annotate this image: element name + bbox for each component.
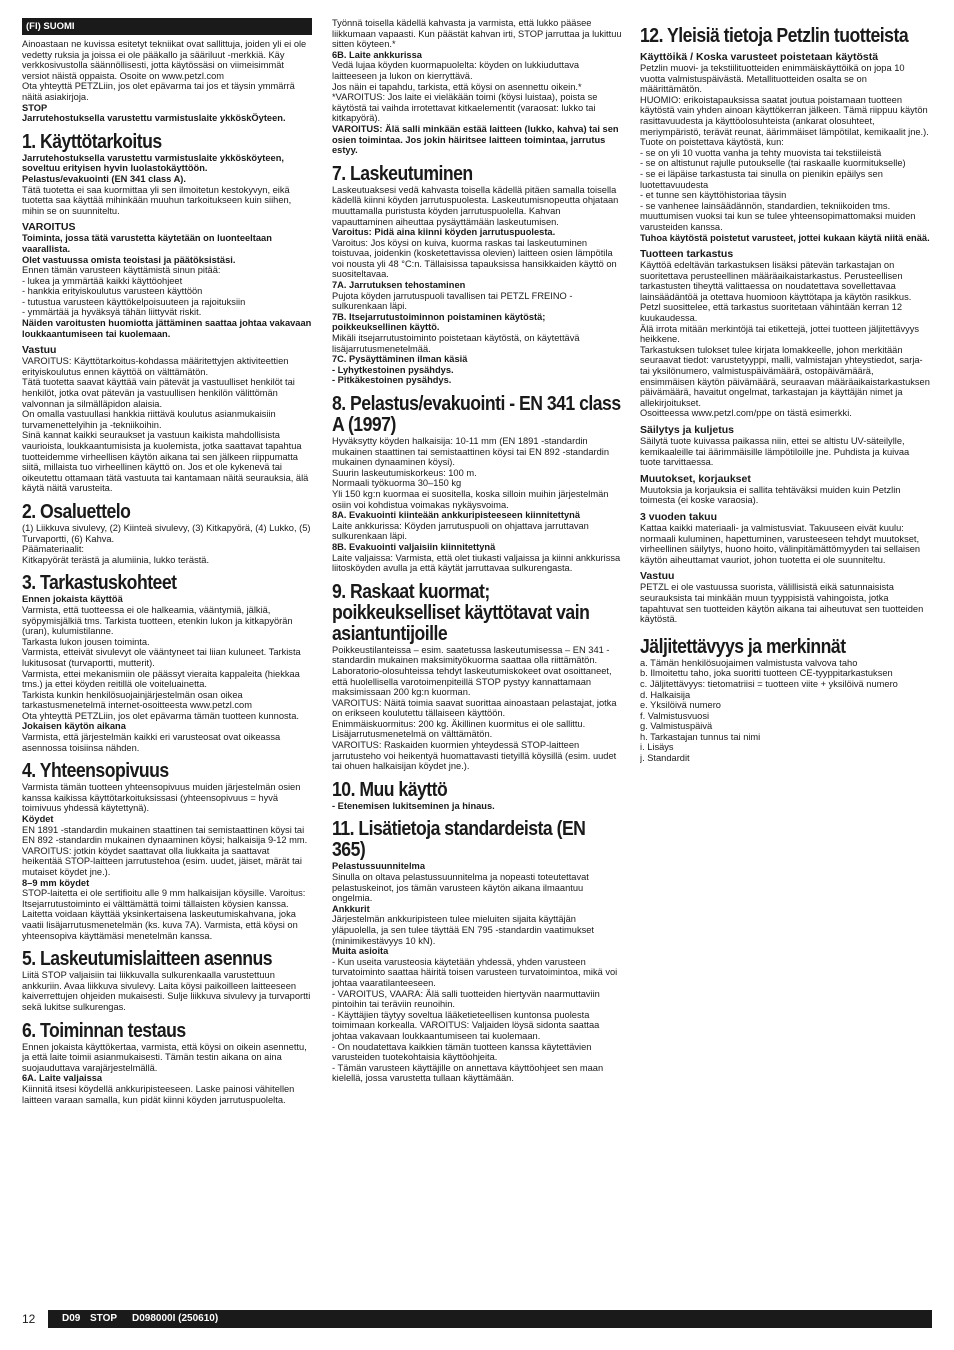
paragraph: g. Valmistuspäivä xyxy=(640,721,713,732)
paragraph: - se on yli 10 vuotta vanha ja tehty muovista tai tekstiileistä xyxy=(640,147,882,158)
paragraph: *VAROITUS: Jos laite ei vieläkään toimi (köysi luistaa), poista se käytöstä tai vaihda irrotettavat kitkaelementit (varaosat: lukko tai kitkapyörä). xyxy=(332,92,598,124)
paragraph: Päämateriaalit: xyxy=(22,544,85,555)
paragraph: Tarkasta lukon jousen toiminta. xyxy=(22,636,150,647)
footer-product: STOP xyxy=(90,1313,118,1324)
paragraph: - Kun useita varusteosia käytetään yhdessä, yhden varusteen turvatoiminto saattaa häiritä toisen varusteen turvatoimintoa, mikä voi johtaa vaaratilanteeseen. xyxy=(332,956,618,988)
paragraph: h. Tarkastajan tunnus tai nimi xyxy=(640,731,761,742)
paragraph: Säilytä tuote kuivassa paikassa niin, ettei se altistu UV-säteilylle, kemikaaleille tai äärimmäisille lämpötiloille jne. Puhdista ja kuivaa tuote tarvittaessa. xyxy=(640,436,910,468)
bold-paragraph: 8B. Evakuointi valjaisiin kiinnitettynä xyxy=(332,541,496,552)
paragraph: Ennen jokaista käyttökertaa, varmista, että köysi on oikein asennettu, ja että laite toimii asianmukaisesti. Tämän testin aikana on aina suojauduttava varajärjestelmällä. xyxy=(22,1041,307,1073)
paragraph: Tätä tuotetta ei saa kuormittaa yli sen ilmoitetun kestokyvyn, eikä tuotetta saa käyttää mihinkään muuhun tarkoitukseen kuin siihen, mihin se on suunniteltu. xyxy=(22,184,292,216)
bold-paragraph: Pelastussuunnitelma xyxy=(332,861,425,872)
paragraph: Liitä STOP valjaisiin tai liikkuvalla sulkurenkaalla varustettuun ankkuriin. Avaa liikkuva sivulevy. Laita köysi paikoilleen laitteeseen kaiverrettujen ohjeiden mukaisesti. Sulje liikkuva sivulevy ja turvaportti sekä lukitse sulkurengas. xyxy=(22,970,311,1012)
bold-paragraph: Ennen jokaista käyttöä xyxy=(22,594,123,605)
subsection-heading: Vastuu xyxy=(22,344,57,357)
paragraph: e. Yksilöivä numero xyxy=(640,700,721,711)
paragraph: d. Halkaisija xyxy=(640,689,691,700)
paragraph: Tuote on poistettava käytöstä, kun: xyxy=(640,137,784,148)
column-2 xyxy=(332,18,622,1308)
section-heading: 2. Osaluettelo xyxy=(22,499,131,523)
bold-paragraph: STOP xyxy=(22,102,48,113)
language-label: (FI) SUOMI xyxy=(22,18,312,35)
paragraph: VAROITUS: Raskaiden kuormien yhteydessä STOP-laitteen jarrutusteho voi heikentyä huomattavasti tietyillä köysillä (esim. uudet tai ohuen halkaisijan köydet jne.). xyxy=(332,740,617,772)
paragraph: - Käyttäjien täytyy soveltua lääketieteellisen kuntonsa puolesta toimimaan korkealla. VAROITUS: Valjaiden löysä sidonta saattaa johtaa vakavaan loukkaantumiseen tai kuolemaan. xyxy=(332,1009,600,1041)
footer-bar xyxy=(48,1310,932,1328)
paragraph: Kitkapyörät terästä ja alumiinia, lukko terästä. xyxy=(22,554,210,565)
subsection-heading: Muutokset, korjaukset xyxy=(640,472,751,485)
paragraph: Varoitus: Jos köysi on kuiva, kuorma raskas tai laskeutuminen toistuvaa, joidenkin (kosketettavissa olevien) laitteen osien lämpötila voi nousta yli 48 °C:n. Tällaisissa tapauksissa hansikkaiden käyttö on suositeltavaa. xyxy=(332,237,617,280)
section-heading: 12. Yleisiä tietoja Petzlin tuotteista xyxy=(640,24,909,47)
paragraph: - ymmärtää ja hyväksyä tähän liittyvät riskit. xyxy=(22,307,202,318)
paragraph: Sinulla on oltava pelastussuunnitelma ja nopeasti toteutettavat pelastuskeinot, jos tämän varusteen käytön aikana ilmaantuu ongelmia. xyxy=(332,872,589,904)
bold-paragraph: Näiden varoitusten huomiotta jättäminen saattaa johtaa vakavaan loukkaantumiseen tai kuolemaan. xyxy=(22,318,312,339)
paragraph: Älä irrota mitään merkintöjä tai etikettejä, jottei tuotteen jäljitettävyys heikkene. xyxy=(640,323,920,345)
section-heading: 4. Yhteensopivuus xyxy=(22,759,169,783)
bold-paragraph: Tuhoa käytöstä poistetut varusteet, jottei kukaan käytä niitä enää. xyxy=(640,232,930,243)
paragraph: Laite ankkurissa: Köyden jarrutuspuoli on ohjattava jarruttavan sulkurenkaan läpi. xyxy=(332,520,589,542)
paragraph: (1) Liikkuva sivulevy, (2) Kiinteä sivulevy, (3) Kitkapyörä, (4) Lukko, (5) Turvaportti, (6) Kahva. xyxy=(22,522,311,544)
paragraph: On omalla vastuullasi hankkia riittävä koulutus asianmukaisiin turvamenettelyihin ja -tekniikoihin. xyxy=(22,409,276,430)
paragraph: Pujota köyden jarrutuspuoli tavallisen tai PETZL FREINO -sulkurenkaan läpi. xyxy=(332,290,573,312)
subsection-heading: Säilytys ja kuljetus xyxy=(640,424,734,436)
footer-reference: D098000I (250610) xyxy=(132,1313,219,1324)
paragraph: Ennen tämän varusteen käyttämistä sinun pitää: xyxy=(22,265,221,276)
section-heading: 3. Tarkastuskohteet xyxy=(22,571,177,595)
paragraph: Laite valjaissa: Varmista, että olet tiukasti valjaissa ja kiinni ankkurissa liitosköyden avulla ja että käytät jarruttavaa sulkurengasta. xyxy=(332,552,621,574)
paragraph: a. Tämän henkilösuojaimen valmistusta valvova taho xyxy=(640,657,858,668)
paragraph: - et tunne sen käyttöhistoriaa täysin xyxy=(640,190,787,201)
subsection-heading: Käyttöikä / Koska varusteet poistetaan käytöstä xyxy=(640,51,879,63)
paragraph: Varmista, ettei mekanismiin ole päässyt vieraita kappaleita (hiekkaa tms.) ja ettei köyden reitillä ole voiteluainetta. xyxy=(22,668,300,690)
paragraph: Yli 150 kg:n kuormaa ei suositella, koska silloin muihin järjestelmän osiin voi kohdistua voimakas nykäysvoima. xyxy=(332,488,609,510)
paragraph: Sinä kannat kaikki seuraukset ja vastuun kaikista mahdollisista vaurioista, loukkaantumisista ja kuolemista, jotka saattavat tapahtua tuotteidemme virheellisen käytön aikana tai sen jälkeen riippumatta siitä, millaista tuo virheellinen käyttö on. Jos et ole kykenevä tai oikeutettu ottamaan tätä vastuuta tai kantamaan näitä seurauksia, älä käytä näitä varusteita. xyxy=(22,430,309,494)
subsection-heading: 3 vuoden takuu xyxy=(640,510,718,523)
paragraph: - lukea ja ymmärtää kaikki käyttöohjeet xyxy=(22,275,183,286)
bold-paragraph: Ankkurit xyxy=(332,903,370,914)
bold-paragraph: 6B. Laite ankkurissa xyxy=(332,49,422,60)
paragraph: - VAROITUS, VAARA: Älä salli tuotteiden hiertyvän naarmuttaviin pintoihin tai teräviin reunoihin. xyxy=(332,988,600,1010)
bold-paragraph: Jarrutehostuksella varustettu varmistuslaite ykkösköyteen, soveltuu erityisen hyvin luolastokäyttöön. xyxy=(22,152,284,174)
footer-code: D09 xyxy=(62,1313,81,1324)
bold-paragraph: 6A. Laite valjaissa xyxy=(22,1073,103,1084)
section-heading: 1. Käyttötarkoitus xyxy=(22,129,162,153)
paragraph: HUOMIO: erikoistapauksissa saatat joutua poistamaan tuotteen käytöstä vain yhden ainoan käyttökerran jälkeen. Tämä riippuu käytön rasittavuudesta ja käyttöolosuhteista (ankarat olosuhteet, meriympäristö, terävät reunat, äärimmäiset lämpötilat, kemikaalit jne.). xyxy=(640,94,929,137)
bold-paragraph: Pelastus/evakuointi (EN 341 class A). xyxy=(22,173,186,184)
paragraph: Tätä tuotetta saavat käyttää vain pätevät ja vastuulliset henkilöt tai henkilöt, jotka ovat pätevän ja vastuullisen henkilön välittömän valvonnan ja silmälläpidon alaisia. xyxy=(22,377,295,409)
bold-paragraph: 7A. Jarrutuksen tehostaminen xyxy=(332,280,466,291)
paragraph: EN 1891 -standardin mukainen staattinen tai semistaattinen köysi tai EN 892 -standardin mukainen dynaaminen köysi; halkaisija 9-12 mm. VAROITUS: jotkin köydet saattavat olla liukkaita ja saattavat heikentää STOP-laitteen jarrutustehoa (esim. uudet, jäiset, märät tai mutaiset köydet jne.). xyxy=(22,824,308,877)
paragraph: Jos näin ei tapahdu, tarkista, että köysi on asennettu oikein.* xyxy=(332,81,582,92)
bold-paragraph: Toiminta, jossa tätä varustetta käytetään on luonteeltaan vaarallista. xyxy=(22,233,272,254)
paragraph: Muutoksia ja korjauksia ei sallita tehtäväksi muiden kuin Petzlin toimesta (ei koske varaosia). xyxy=(640,484,901,506)
paragraph: Ota yhteyttä PETZLiin, jos olet epävarma tämän tuotteen kunnosta. xyxy=(22,710,299,721)
paragraph: Normaali työkuorma 30–150 kg xyxy=(332,478,462,489)
paragraph: Laskeutuaksesi vedä kahvasta toisella kädellä pitäen samalla toisella kädellä kiinni köyden jarrutuspuolesta. Laskeutumisnopeutta ohjataan muuttamalla puristusta köyden jarrutuspuolella. Kahvan vapauttaminen aiheuttaa pysäyttämään laskeutumisen. xyxy=(332,184,619,227)
paragraph: j. Standardit xyxy=(640,753,690,764)
paragraph: VAROITUS: Käyttötarkoitus-kohdassa määritettyjen aktiviteettien erityiskoulutus ennen käyttöä on välttämätön. xyxy=(22,356,289,377)
paragraph: Ota yhteyttä PETZLiin, jos olet epävarma tai jos et täysin ymmärrä näitä asiakirjoja. xyxy=(22,81,295,102)
paragraph: b. Ilmoitettu taho, joka suoritti tuotteen CE-tyyppitarkastuksen xyxy=(640,668,893,679)
bold-paragraph: VAROITUS: Älä salli minkään estää laitteen (lukko, kahva) tai sen osien toimintaa. Jos jokin häiritsee laitteen toimintaa, jarrutus estyy. xyxy=(332,123,619,156)
paragraph: c. Jäljitettävyys: tietomatriisi = tuotteen viite + yksilöivä numero xyxy=(640,678,898,689)
subsection-heading: Vastuu xyxy=(640,570,675,583)
bold-paragraph: 8–9 mm köydet xyxy=(22,877,90,888)
paragraph: - tutustua varusteen käyttökelpoisuuteen ja rajoituksiin xyxy=(22,296,246,307)
section-heading: 9. Raskaat kuormat; poikkeukselliset käyttötavat vain asiantuntijoille xyxy=(332,579,590,645)
paragraph: Hyväksytty köyden halkaisija: 10-11 mm (EN 1891 -standardin mukainen staattinen tai semistaattinen köysi tai EN 892 -standardin mukainen dynaaminen köysi). xyxy=(332,436,609,468)
bold-paragraph: Varoitus: Pidä aina kiinni köyden jarrutuspuolesta. xyxy=(332,227,556,238)
paragraph: VAROITUS: Näitä toimia saavat suorittaa ainoastaan pelastajat, jotka on erikseen koulutettu tällaiseen käyttöön. xyxy=(332,697,617,719)
paragraph: Suurin laskeutumiskorkeus: 100 m. xyxy=(332,467,477,478)
page-footer xyxy=(22,1310,932,1328)
paragraph: Tarkastuksen tulokset tulee kirjata lomakkeelle, johon merkitään seuraavat tiedot: varustetyyppi, malli, valmistajan yhteystiedot, sarja- tai yksilönumero, valmistuspäivämäärä, ostopäivämäärä, ensimmäisen käytön päivämäärä, seuraavan määräaikaistarkastuksen päivämäärä, havaitut ongelmat, tarkastajan ja käyttäjän nimet ja allekirjoitukset. xyxy=(640,344,930,408)
paragraph: Ainoastaan ne kuvissa esitetyt tekniikat ovat sallittuja, joiden yli ei ole vedetty ruksia ja joissa ei ole pääkallo ja sääriluut -merkkiä. Käy verkkosivustolla säännöllisesti, jotta käytössäsi on viimeisimmät versiot näistä oppaista. Osoite on www.petzl.com xyxy=(22,39,307,81)
paragraph: Tarkista kunkin henkilösuojainjärjestelmän osan oikea tarkastusmenetelmä internet-osoitteesta www.petzl.com xyxy=(22,689,252,711)
paragraph: Käyttöä edeltävän tarkastuksen lisäksi pätevän tarkastajan on suoritettava perusteellinen määräaikaistarkastus. Perusteellisen tarkastusten tiheyttä valittaessa on noudatettava sovellettavaa lainsäädäntöä ja otettava huomioon käyttötapa ja käytön rasikkus. Petzl suosittelee, että tarkastus suoritetaan vähintään kerran 12 kuukaudessa. xyxy=(640,260,912,324)
paragraph: Varmista, etteivät sivulevyt ole vääntyneet tai liian kuluneet. Tarkista lukitusosat (turvaportti, mutterit). xyxy=(22,647,301,668)
bold-paragraph: 7C. Pysäyttäminen ilman käsiä xyxy=(332,354,468,365)
bold-paragraph: - Lyhytkestoinen pysähdys. xyxy=(332,364,454,375)
paragraph: - On noudatettava kaikkien tämän tuotteen kanssa käytettävien varusteiden tuotekohtaisia käyttöohjeita. xyxy=(332,1041,592,1063)
paragraph: Osoitteessa www.petzl.com/ppe on tästä esimerkki. xyxy=(640,408,852,419)
section-heading: 7. Laskeutuminen xyxy=(332,161,473,185)
section-heading: 10. Muu käyttö xyxy=(332,777,448,801)
paragraph: Järjestelmän ankkuripisteen tulee mieluiten sijaita käyttäjän yläpuolella, ja sen tulee täyttää EN 795 -standardin vaatimukset (minimikestävyys 10 kN). xyxy=(332,914,595,946)
section-heading: Jäljitettävyys ja merkinnät xyxy=(640,634,846,658)
paragraph: PETZL ei ole vastuussa suorista, välillisistä eikä satunnaisista seurauksista tai minkään muun tyyppisistä vahingoista, jotka tapahtuvat sen tuotteiden käytön aikana tai aiheutuvat sen tuotteiden käytöstä. xyxy=(640,582,924,625)
bold-paragraph: 7B. Itsejarrutustoiminnon poistaminen käytöstä; poikkeuksellinen käyttö. xyxy=(332,311,546,333)
page-number: 12 xyxy=(22,1312,36,1326)
bold-paragraph: Olet vastuussa omista teoistasi ja päätöksistäsi. xyxy=(22,254,236,265)
paragraph: Varmista tämän tuotteen yhteensopivuus muiden järjestelmän osien kanssa kaikissa käyttötarkoituksissasi (yhteensopivuus = hyvä toimivuus yhdessä käytettynä). xyxy=(22,782,301,814)
paragraph: - se on altistunut rajulle putoukselle (tai raskaalle kuormitukselle) xyxy=(640,158,906,169)
subsection-heading: VAROITUS xyxy=(22,221,76,234)
bold-paragraph: - Etenemisen lukitseminen ja hinaus. xyxy=(332,800,495,811)
bold-paragraph: Muita asioita xyxy=(332,946,389,957)
paragraph: Varmista, että tuotteessa ei ole halkeamia, vääntymiä, jälkiä, syöpymisjälkiä tms. Tarkista tuotteen, etenkin lukon ja kitkapyörän (uran), kulumistilanne. xyxy=(22,604,293,637)
bold-paragraph: - Pitkäkestoinen pysähdys. xyxy=(332,375,452,386)
paragraph: - hankkia erityiskoulutus varusteen käyttöön xyxy=(22,286,203,297)
bold-paragraph: 8A. Evakuointi kiinteään ankkuripisteeseen kiinnitettynä xyxy=(332,510,580,521)
section-heading: 11. Lisätietoja standardeista (EN 365) xyxy=(332,817,586,862)
paragraph: f. Valmistusvuosi xyxy=(640,710,710,721)
spacer xyxy=(640,625,930,629)
paragraph: - se ei läpäise tarkastusta tai sinulla on pienikin epäilys sen luotettavuudesta xyxy=(640,168,883,190)
paragraph: i. Lisäys xyxy=(640,742,674,753)
paragraph: Varmista, että järjestelmän kaikki eri varusteosat ovat oikeassa asennossa toisiinsa nähden. xyxy=(22,732,281,753)
column-3 xyxy=(640,18,930,1308)
paragraph: Poikkeustilanteissa – esim. saatetussa laskeutumisessa – EN 341 -standardin mukainen maksimityökuorma saattaa olla riittämätön. Laboratorio-olosuhteissa tehdyt laskeutumiskokeet ovat osoittaneet, että huolellisella varotoimenpiteillä STOP pystyy kannattamaan maksimissaan 200 kg:n kuorman. xyxy=(332,644,612,698)
document-page xyxy=(22,18,932,1308)
subsection-heading: Tuotteen tarkastus xyxy=(640,248,734,261)
paragraph: STOP-laitetta ei ole sertifioitu alle 9 mm halkaisijan köysille. Varoitus: Itsejarrutustoiminto ei välttämättä toimi tällaisten köysien kanssa. Laitetta voidaan käyttää yksinkertaisena laskeutumiskahvana, joka vaatii lisäjarrutusmenetelmän (ks. kuva 7A). Varmista, että köysi on yhteensopiva käyttämäsi menetelmän kanssa. xyxy=(22,888,306,941)
paragraph: Työnnä toisella kädellä kahvasta ja varmista, että lukko pääsee liikkumaan vapaasti. Kun päästät kahvan irti, STOP jarruttaa ja lukittuu sitten köyteen.* xyxy=(332,18,622,50)
bold-paragraph: Jokaisen käytön aikana xyxy=(22,721,126,732)
section-heading: 6. Toiminnan testaus xyxy=(22,1018,186,1042)
section-heading: 8. Pelastus/evakuointi - EN 341 class A (1997) xyxy=(332,392,621,436)
paragraph: Enimmäiskuormitus: 200 kg. Äkillinen kuormitus ei ole sallittu. Lisäjarrutusmenetelmä on välttämätön. xyxy=(332,718,586,740)
paragraph: Kattaa kaikki materiaali- ja valmistusviat. Takuuseen eivät kuulu: normaali kuluminen, hapettuminen, varusteeseen tehdyt muutokset, virheellinen säilytys, huono hoito, välinpitämättömyyden tai sellaisen käytön aiheuttamat vauriot, johon tuotetta ei ole suunniteltu. xyxy=(640,522,921,565)
bold-paragraph: Jarrutehostuksella varustettu varmistuslaite ykköskÖyteen. xyxy=(22,113,286,124)
bold-paragraph: Köydet xyxy=(22,814,54,825)
paragraph: - se vanhenee lainsäädännön, standardien, tekniikoiden tms. muuttumisen vuoksi tai kun se tulee yhteensopimattomaksi muiden varusteiden kanssa. xyxy=(640,200,916,232)
paragraph: - Tämän varusteen käyttäjille on annettava käyttöohjeet sen maan kielellä, jossa varustetta tullaan käyttämään. xyxy=(332,1062,604,1084)
paragraph: Petzlin muovi- ja tekstiilituotteiden enimmäiskäyttöikä on jopa 10 vuotta valmistuspäivästä. Metallituotteiden osalta se on määrittämätön. xyxy=(640,63,905,95)
section-heading: 5. Laskeutumislaitteen asennus xyxy=(22,947,273,971)
column-1 xyxy=(22,18,312,1308)
paragraph: Vedä lujaa köyden kuormapuolelta: köyden on lukkiuduttava laitteeseen ja lukon on kierryttävä. xyxy=(332,60,580,81)
paragraph: Mikäli itsejarrutustoiminto poistetaan käytöstä, on käytettävä lisäjarrutusmenetelmää. xyxy=(332,333,580,354)
paragraph: Kiinnitä itsesi köydellä ankkuripisteeseen. Laske painosi vähitellen laitteen varaan samalla, kun pidät kiinni köyden jarrutuspuolelta. xyxy=(22,1083,295,1105)
